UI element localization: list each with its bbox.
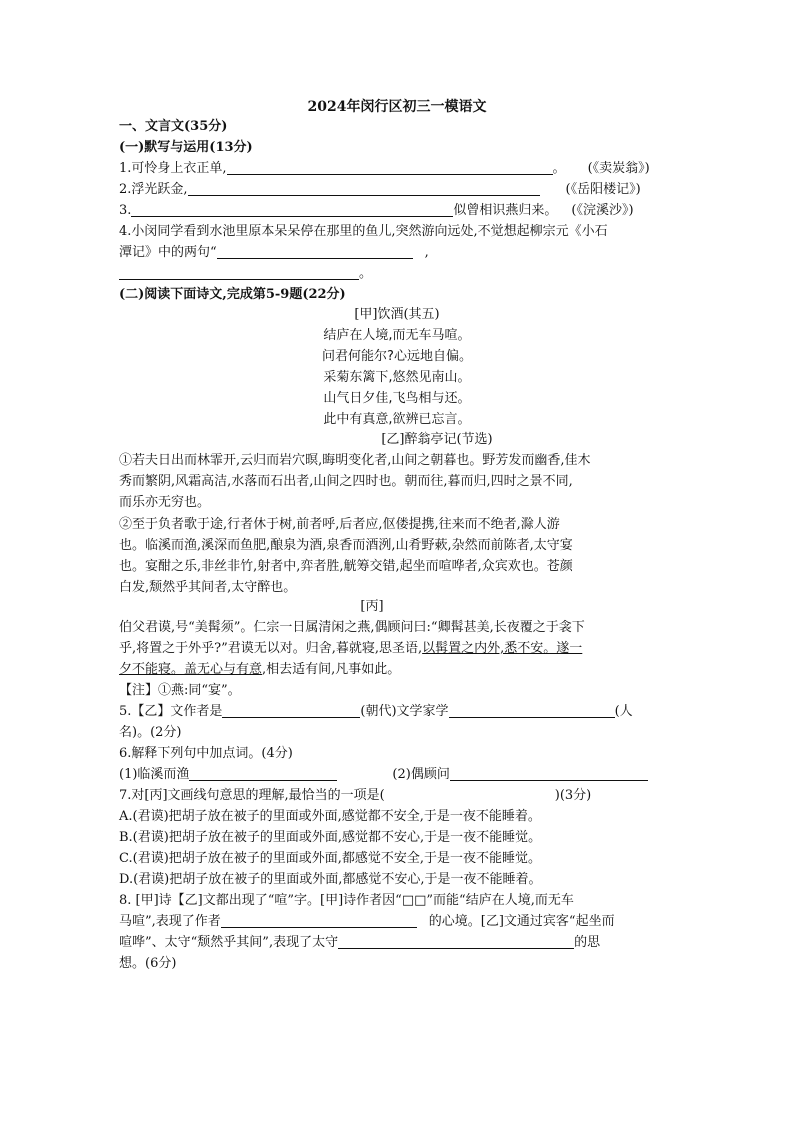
question-2	[119, 181, 641, 199]
question-8-line3	[119, 934, 600, 952]
poem-line: 此中有真意,欲辨已忘言。	[323, 412, 471, 427]
q5-middle: (朝代)文学家学	[360, 704, 449, 719]
q2-prefix: 2.浮光跃金,	[119, 182, 188, 197]
poem-line: 结庐在人境,而无车马喧。	[323, 328, 471, 343]
part2-heading: (二)阅读下面诗文,完成第5-9题(22分)	[119, 287, 346, 302]
q5-dynasty-blank[interactable]	[222, 703, 360, 718]
q6-item-a: (1)临溪而渔	[119, 767, 190, 782]
question-8-line2	[119, 913, 615, 931]
annotation-note: 【注】①燕:同“宴”。	[119, 683, 241, 698]
q8-text: 马喧”,表现了作者	[119, 914, 221, 929]
bing-title: [丙]	[360, 599, 384, 614]
q5-prefix: 5.【乙】文作者是	[119, 704, 223, 719]
q4-comma: ,	[424, 245, 429, 260]
q6-answer-blank-b[interactable]	[450, 766, 648, 781]
question-1	[119, 160, 650, 178]
bing-line	[119, 640, 582, 658]
q8-text: 的思	[574, 935, 601, 950]
question-4-line2	[119, 244, 429, 262]
essay-line: 而乐亦无穷也。	[119, 495, 211, 510]
poem-line: 采菊东篱下,悠然见南山。	[323, 370, 471, 385]
q1-answer-blank[interactable]	[227, 160, 553, 175]
q7-option-b: B.(君谟)把胡子放在被子的里面或外面,感觉都不安心,于是一夜不能睡觉。	[119, 830, 542, 845]
q8-text: 喧哗”、太守“颓然乎其间”,表现了太守	[119, 935, 339, 950]
question-6-items	[119, 766, 648, 784]
question-5-line2: 名)。(2分)	[119, 725, 182, 740]
poem-line: 山气日夕佳,飞鸟相与还。	[323, 391, 471, 406]
essay-line: 也。宴酣之乐,非丝非竹,射者中,弈者胜,觥筹交错,起坐而喧哗者,众宾欢也。苍颜	[119, 559, 573, 574]
page-title: 2024年闵行区初三一模语文	[307, 99, 487, 115]
q4-prefix: 潭记》中的两句“	[119, 245, 217, 260]
q8-answer-blank-1[interactable]	[221, 913, 417, 928]
q4-answer-blank-1[interactable]	[217, 244, 413, 259]
bing-line	[119, 661, 400, 679]
underlined-sentence: 夕不能寝。盖无心与有意	[119, 662, 263, 677]
question-8-line1: 8. [甲]诗【乙]文都出现了“喧”字。[甲]诗作者因“□□”而能“结庐在人境,而无车	[119, 893, 574, 908]
q1-suffix: 。	[552, 161, 566, 176]
q7-suffix: )(3分)	[554, 788, 592, 803]
q8-text: 的心境。[乙]文通过宾客“起坐而	[428, 914, 615, 929]
question-6: 6.解释下列句中加点词。(4分)	[119, 746, 293, 761]
poem-line: 问君何能尔?心远地自偏。	[322, 349, 472, 364]
q1-source: (《卖炭翁》)	[587, 161, 650, 176]
q3-prefix: 3.	[119, 203, 132, 218]
question-4-line3	[119, 265, 372, 283]
question-8-line4: 想。(6分)	[119, 956, 177, 971]
underlined-sentence: 以髯置之内外,悉不安。遂一	[422, 641, 583, 656]
q5-suffix: (人	[614, 704, 633, 719]
essay-line: 也。临溪而渔,溪深而鱼肥,酿泉为酒,泉香而酒洌,山肴野蔌,杂然而前陈者,太守宴	[119, 538, 573, 553]
bing-text: ,相去适有间,凡事如此。	[262, 662, 401, 677]
question-4-line1: 4.小闵同学看到水池里原本呆呆停在那里的鱼儿,突然游向远处,不觉想起柳宗元《小石	[119, 224, 608, 239]
q4-end: 。	[359, 266, 373, 281]
bing-text: 乎,将置之于外乎?”君谟无以对。归舍,暮就寝,思圣语,	[119, 641, 423, 656]
bing-line: 伯父君谟,号“美髯须”。仁宗一日属清闲之燕,偶顾问曰:“卿髯甚美,长夜覆之于衾下	[119, 620, 585, 635]
q8-answer-blank-2[interactable]	[338, 934, 574, 949]
question-3	[119, 202, 634, 220]
part-heading: (一)默写与运用(13分)	[119, 140, 253, 155]
q3-source: (《浣溪沙》)	[571, 203, 634, 218]
q7-option-d: D.(君谟)把胡子放在被子的里面或外面,都感觉不安心,于是一夜不能睡着。	[119, 872, 542, 887]
essay-line: ①若夫日出而林霏开,云归而岩穴暝,晦明变化者,山间之朝暮也。野芳发而幽香,佳木	[119, 453, 591, 468]
section-heading: 一、文言文(35分)	[119, 119, 228, 134]
q3-answer-blank[interactable]	[131, 202, 453, 217]
q7-option-a: A.(君谟)把胡子放在被子的里面或外面,感觉都不安全,于是一夜不能睡着。	[119, 809, 541, 824]
question-5	[119, 703, 633, 721]
q7-option-c: C.(君谟)把胡子放在被子的里面或外面,都感觉不安全,于是一夜不能睡觉。	[119, 851, 542, 866]
q4-answer-blank-2[interactable]	[119, 265, 359, 280]
q1-prefix: 1.可怜身上衣正单,	[119, 161, 227, 176]
q7-text: 7.对[丙]文画线句意思的理解,最恰当的一项是(	[119, 788, 385, 803]
essay-line: 秀而繁阴,风霜高洁,水落而石出者,山间之四时也。朝而往,暮而归,四时之景不同,	[119, 474, 573, 489]
question-7	[119, 787, 591, 805]
q6-item-b: (2)偶顾问	[392, 767, 450, 782]
q5-name-blank[interactable]	[449, 703, 615, 718]
essay-line: 白发,颓然乎其间者,太守醉也。	[119, 580, 297, 595]
essay-line: ②至于负者歌于途,行者休于树,前者呼,后者应,伛偻提携,往来而不绝者,滁人游	[119, 517, 560, 532]
poem-title: [甲]饮酒(其五)	[354, 307, 440, 322]
q3-middle: 似曾相识燕归来。	[453, 203, 558, 218]
q2-answer-blank[interactable]	[188, 181, 540, 196]
q6-answer-blank-a[interactable]	[189, 766, 337, 781]
essay-title: [乙]醉翁亭记(节选)	[381, 432, 493, 447]
q2-source: (《岳阳楼记》)	[565, 182, 641, 197]
